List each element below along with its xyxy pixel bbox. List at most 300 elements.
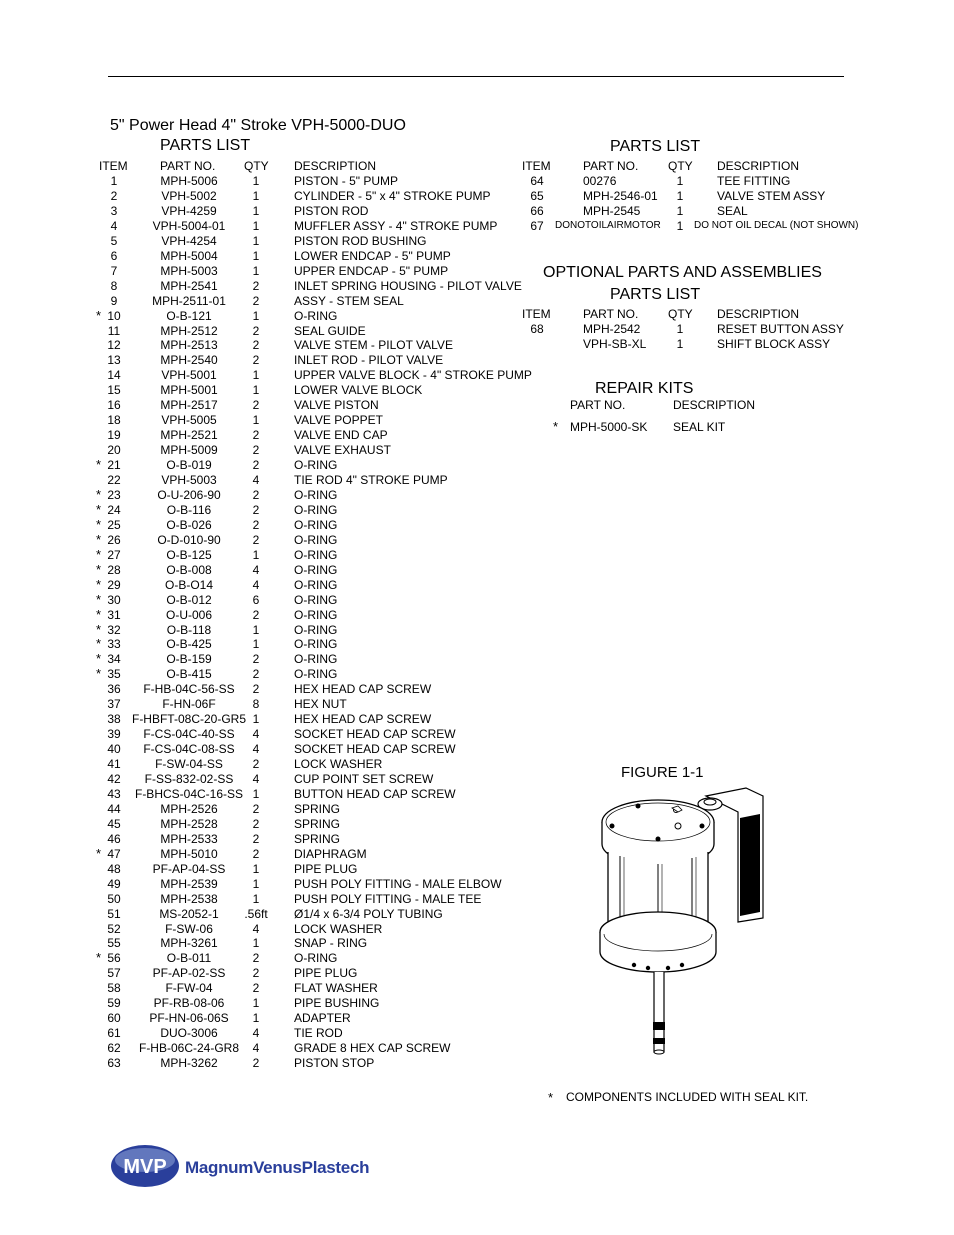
left-row-qty: 4 [252,473,260,487]
left-row-qty: 4 [252,727,260,742]
left-row-part: O-U-006 [165,607,213,622]
left-row-description: SPRING [294,831,341,846]
left-row-star: * [96,531,102,547]
left-row-qty: 1 [252,876,260,891]
left-row-description: SEAL GUIDE [294,323,366,338]
left-row-description: PISTON ROD [294,203,369,218]
left-row-item: 3 [110,203,118,218]
left-row-description: O-RING [294,667,338,682]
left-row-description: O-RING [294,607,338,622]
left-row-description: O-RING [294,622,338,637]
optional-row-description: SHIFT BLOCK ASSY [717,337,831,351]
left-row-star: * [96,606,102,622]
left-row-description: PIPE PLUG [294,966,358,981]
left-row-description: LOCK WASHER [294,757,383,772]
optional-parts-list-heading: PARTS LIST [610,286,701,303]
left-row-qty: 1 [252,861,260,876]
repair-star: * [553,419,559,434]
left-row-qty: 2 [252,831,260,846]
right-row-qty: 1 [676,174,684,188]
left-row-part: MPH-2513 [160,338,218,353]
left-row-qty: 1 [252,383,260,398]
left-row-qty: 2 [252,757,260,772]
left-row-item: 35 [107,667,121,682]
left-row-part: F-HN-06F [162,697,216,712]
left-row-qty: 2 [252,801,260,816]
left-row-qty: 1 [252,188,260,203]
left-row-description: O-RING [294,562,338,577]
left-row-qty: 4 [252,921,260,936]
left-row-description: LOWER ENDCAP - 5" PUMP [294,248,451,263]
left-row-description: O-RING [294,652,338,667]
right-row-item: 66 [530,204,544,218]
left-row-item: 46 [107,831,121,846]
right-row-description: TEE FITTING [717,174,791,188]
left-row-description: PIPE BUSHING [294,996,380,1011]
left-row-part: MPH-2540 [160,353,218,368]
left-row-description: CYLINDER - 5" x 4" STROKE PUMP [294,188,491,203]
left-row-item: 41 [107,757,121,772]
left-row-part: O-B-O14 [164,577,214,592]
left-row-description: BUTTON HEAD CAP SCREW [294,786,456,801]
right-row-item: 64 [530,174,544,188]
left-row-star: * [96,546,102,562]
left-row-qty: 2 [252,966,260,981]
left-row-qty: 2 [252,667,260,682]
left-row-star: * [96,666,102,682]
left-row-part: VPH-5001 [161,368,217,383]
left-row-star: * [96,501,102,517]
left-row-item: 50 [107,891,121,906]
left-row-part: PF-HN-06-06S [149,1011,229,1026]
left-row-part: MPH-5001 [160,383,218,398]
right-row-description: DO NOT OIL DECAL (NOT SHOWN) [694,220,859,231]
left-row-item: 7 [110,263,118,278]
left-row-qty: 4 [252,1026,260,1041]
left-row-part: F-HBFT-08C-20-GR5 [131,712,247,727]
left-row-description: VALVE STEM - PILOT VALVE [294,338,453,353]
left-row-qty: 1 [252,1011,260,1026]
left-row-qty: 2 [252,682,260,697]
left-row-item: 36 [107,682,121,697]
left-row-item: 9 [110,293,118,308]
left-row-description: O-RING [294,502,338,517]
left-row-description: O-RING [294,308,338,323]
left-row-description: O-RING [294,547,338,562]
left-row-part: F-HB-06C-24-GR8 [138,1041,240,1056]
left-row-qty: 1 [252,263,260,278]
left-row-qty: 2 [252,1056,260,1071]
left-row-qty: 1 [252,786,260,801]
left-row-description: VALVE PISTON [294,398,379,413]
left-row-description: ADAPTER [294,1011,351,1026]
left-row-part: MPH-5004 [160,248,218,263]
left-row-part: F-CS-04C-40-SS [143,727,235,742]
repair-col-part: PART NO. [570,398,626,412]
left-row-qty: 1 [252,308,260,323]
left-row-qty: 1 [252,248,260,263]
left-row-item: 6 [110,248,118,263]
right-row-part: MPH-2545 [583,204,641,218]
optional-row-part: VPH-SB-XL [583,337,647,351]
left-row-part: O-B-116 [166,502,212,517]
left-row-item: 14 [107,368,121,383]
left-row-part: MPH-2538 [160,891,218,906]
left-row-item: 61 [107,1026,121,1041]
left-row-item: 4 [110,218,118,233]
right-row-part: MPH-2546-01 [583,189,658,203]
left-row-part: VPH-5003 [161,473,217,487]
left-row-qty: 4 [252,742,260,757]
left-row-qty: 2 [252,338,260,353]
left-row-qty: 1 [252,891,260,906]
right-col-qty: QTY [668,159,693,173]
left-row-qty: 2 [252,517,260,532]
left-row-qty: 2 [252,443,260,458]
optional-row-qty: 1 [676,337,684,351]
left-col-item: ITEM [99,159,128,173]
left-row-description: HEX HEAD CAP SCREW [294,682,432,697]
left-row-item: 22 [107,473,121,487]
optional-row-description: RESET BUTTON ASSY [717,322,844,336]
left-row-description: O-RING [294,592,338,607]
left-row-qty: 2 [252,607,260,622]
left-row-description: SPRING [294,801,341,816]
left-row-item: 19 [107,428,121,443]
left-row-part: F-SS-832-02-SS [144,772,234,786]
right-col-item: ITEM [522,159,551,173]
left-row-part: MPH-2539 [160,876,218,891]
note-star: * [548,1090,554,1105]
left-row-description: O-RING [294,951,338,966]
left-row-star: * [96,651,102,667]
left-row-qty: 2 [252,951,260,966]
right-row-qty: 1 [676,219,684,233]
left-row-description: UPPER VALVE BLOCK - 4" STROKE PUMP [294,368,532,383]
left-row-part: MPH-2521 [160,428,218,443]
right-row-item: 65 [530,189,544,203]
left-row-description: LOCK WASHER [294,921,383,936]
left-row-description: TIE ROD [294,1026,343,1041]
right-row-item: 67 [530,219,544,233]
left-row-item: 33 [107,637,121,652]
left-row-description: SNAP - RING [294,936,368,951]
left-row-description: HEX HEAD CAP SCREW [294,712,432,727]
left-row-item: 55 [107,936,121,951]
left-row-qty: 2 [252,846,260,861]
left-row-item: 37 [107,697,121,712]
left-col-description: DESCRIPTION [294,159,377,173]
left-row-part: MPH-3262 [160,1056,218,1071]
left-row-part: O-B-159 [166,652,212,667]
left-row-item: 23 [107,487,121,502]
left-row-item: 5 [110,233,118,248]
left-row-item: 1 [110,174,118,188]
logo-badge-text: MVP [123,1156,167,1178]
left-row-qty: 2 [252,532,260,547]
left-row-part: O-D-010-90 [157,532,221,547]
left-row-qty: 1 [252,622,260,637]
left-row-item: 47 [107,846,121,861]
left-row-part: O-B-121 [166,308,212,323]
left-row-part: PF-AP-02-SS [152,966,226,981]
left-row-part: DUO-3006 [160,1026,218,1041]
left-row-description: PIPE PLUG [294,861,358,876]
right-parts-list-heading: PARTS LIST [610,138,701,155]
left-row-description: LOWER VALVE BLOCK [294,383,423,398]
left-row-qty: 6 [252,592,260,607]
left-row-part: MPH-2528 [160,816,218,831]
left-row-part: VPH-5005 [161,413,217,428]
left-row-description: ASSY - STEM SEAL [294,293,404,308]
left-row-description: O-RING [294,637,338,652]
left-row-qty: 2 [252,353,260,368]
left-row-item: 28 [107,562,121,577]
left-row-star: * [96,576,102,592]
left-row-part: PF-RB-08-06 [153,996,225,1011]
left-col-qty: QTY [244,159,269,173]
repair-part: MPH-5000-SK [570,420,648,434]
left-row-description: O-RING [294,517,338,532]
left-row-description: VALVE EXHAUST [294,443,391,458]
left-row-star: * [96,845,102,861]
left-row-description: TIE ROD 4" STROKE PUMP [294,473,448,487]
left-row-description: GRADE 8 HEX CAP SCREW [294,1041,451,1056]
left-row-description: O-RING [294,532,338,547]
repair-desc: SEAL KIT [673,420,726,434]
left-row-part: O-B-019 [166,458,212,473]
left-row-qty: 2 [252,981,260,996]
left-row-star: * [96,307,102,323]
left-row-qty: 1 [252,413,260,428]
left-row-description: VALVE END CAP [294,428,388,443]
right-row-description: SEAL [717,204,748,218]
left-row-qty: 4 [252,577,260,592]
left-row-item: 57 [107,966,121,981]
optional-row-part: MPH-2542 [583,322,641,336]
left-row-part: O-B-425 [166,637,212,652]
left-row-part: F-HB-04C-56-SS [143,682,235,697]
left-row-qty: 4 [252,1041,260,1056]
left-row-item: 15 [107,383,121,398]
left-row-part: O-B-125 [166,547,212,562]
left-row-description: O-RING [294,487,338,502]
left-row-part: MPH-2517 [160,398,218,413]
left-row-part: F-SW-04-SS [155,757,223,772]
left-row-part: MPH-2533 [160,831,218,846]
left-row-part: MPH-3261 [160,936,218,951]
repair-kits-heading: REPAIR KITS [595,380,694,397]
left-row-description: UPPER ENDCAP - 5" PUMP [294,263,449,278]
left-row-qty: 1 [252,368,260,383]
left-row-description: O-RING [294,458,338,473]
left-row-qty: 2 [252,487,260,502]
left-row-description: PISTON ROD BUSHING [294,233,427,248]
optional-parts-title: OPTIONAL PARTS AND ASSEMBLIES [543,264,822,281]
left-row-item: 58 [107,981,121,996]
left-row-part: O-B-012 [166,592,212,607]
document-title: 5" Power Head 4" Stroke VPH-5000-DUO [110,117,406,134]
left-row-part: MPH-5003 [160,263,218,278]
left-row-part: MPH-5010 [160,846,218,861]
left-row-item: 63 [107,1056,121,1071]
left-row-part: VPH-4254 [161,233,217,248]
left-row-qty: .56ft [244,906,268,921]
mvp-logo [105,1140,395,1192]
optional-col-description: DESCRIPTION [717,307,800,321]
left-row-part: O-B-011 [166,951,212,966]
left-row-qty: 1 [252,174,260,188]
left-row-qty: 4 [252,562,260,577]
left-row-part: O-B-026 [166,517,212,532]
left-row-star: * [96,457,102,473]
left-row-item: 32 [107,622,121,637]
seal-kit-note: COMPONENTS INCLUDED WITH SEAL KIT. [566,1090,809,1104]
left-row-item: 25 [107,517,121,532]
left-row-qty: 1 [252,936,260,951]
left-row-star: * [96,591,102,607]
left-row-qty: 2 [252,652,260,667]
left-row-item: 49 [107,876,121,891]
optional-col-item: ITEM [522,307,551,321]
left-row-item: 2 [110,188,118,203]
left-row-item: 45 [107,816,121,831]
power-head-figure [598,782,776,1064]
left-row-part: F-BHCS-04C-16-SS [134,786,244,801]
left-row-part: VPH-4259 [161,203,217,218]
left-row-item: 11 [107,323,121,338]
left-row-part: MPH-5009 [160,443,218,458]
left-row-qty: 8 [252,697,260,712]
right-row-qty: 1 [676,204,684,218]
right-row-part: 00276 [583,174,617,188]
left-row-part: MPH-2526 [160,801,218,816]
left-row-star: * [96,950,102,966]
left-row-qty: 2 [252,323,260,338]
left-row-star: * [96,486,102,502]
left-row-part: MPH-2541 [160,278,218,293]
left-row-description: CUP POINT SET SCREW [294,772,434,786]
left-row-item: 13 [107,353,121,368]
logo-company-name: MagnumVenusPlastech [185,1158,370,1177]
optional-col-part: PART NO. [583,307,639,321]
left-row-item: 31 [107,607,121,622]
header-rule [108,76,844,77]
left-row-part: F-SW-06 [165,921,213,936]
optional-row-qty: 1 [676,322,684,336]
right-row-part: DONOTOILAIRMOTOR [555,220,661,231]
left-row-description: PISTON STOP [294,1056,375,1071]
left-row-part: F-FW-04 [165,981,213,996]
left-row-part: VPH-5004-01 [152,218,226,233]
left-row-item: 21 [107,458,121,473]
left-row-qty: 2 [252,293,260,308]
left-row-qty: 2 [252,458,260,473]
left-row-item: 10 [107,308,121,323]
left-row-item: 18 [107,413,121,428]
left-row-item: 24 [107,502,121,517]
left-row-item: 60 [107,1011,121,1026]
left-row-description: PISTON - 5" PUMP [294,174,399,188]
left-row-item: 30 [107,592,121,607]
left-row-description: SPRING [294,816,341,831]
left-row-description: MUFFLER ASSY - 4" STROKE PUMP [294,218,498,233]
left-row-star: * [96,636,102,652]
right-row-description: VALVE STEM ASSY [717,189,826,203]
left-row-description: PUSH POLY FITTING - MALE TEE [294,891,482,906]
left-row-qty: 1 [252,637,260,652]
left-row-description: INLET SPRING HOUSING - PILOT VALVE [294,278,522,293]
left-row-qty: 1 [252,203,260,218]
left-row-description: PUSH POLY FITTING - MALE ELBOW [294,876,502,891]
left-row-description: FLAT WASHER [294,981,378,996]
left-row-qty: 2 [252,816,260,831]
optional-row-item: 68 [530,322,544,336]
left-row-part: PF-AP-04-SS [152,861,226,876]
left-row-qty: 4 [252,772,260,786]
left-row-part: MS-2052-1 [159,906,219,921]
left-row-description: SOCKET HEAD CAP SCREW [294,727,456,742]
left-row-item: 59 [107,996,121,1011]
left-row-item: 51 [107,906,121,921]
left-row-item: 12 [107,338,121,353]
figure-title: FIGURE 1-1 [621,764,704,781]
left-row-item: 43 [107,786,121,801]
left-row-description: SOCKET HEAD CAP SCREW [294,742,456,757]
left-row-qty: 1 [252,547,260,562]
left-row-description: VALVE POPPET [294,413,383,428]
left-row-item: 52 [107,921,121,936]
left-row-item: 48 [107,861,121,876]
repair-col-description: DESCRIPTION [673,398,756,412]
left-row-part: MPH-2512 [160,323,218,338]
left-row-description: O-RING [294,577,338,592]
left-row-item: 39 [107,727,121,742]
left-row-part: O-B-008 [166,562,212,577]
left-row-qty: 2 [252,278,260,293]
left-row-qty: 2 [252,428,260,443]
left-row-item: 38 [107,712,121,727]
left-row-part: MPH-5006 [160,174,218,188]
left-row-star: * [96,516,102,532]
optional-col-qty: QTY [668,307,693,321]
left-row-qty: 1 [252,712,260,727]
left-row-qty: 2 [252,502,260,517]
left-row-description: DIAPHRAGM [294,846,367,861]
left-row-item: 8 [110,278,118,293]
left-row-item: 29 [107,577,121,592]
left-row-item: 62 [107,1041,121,1056]
left-row-item: 16 [107,398,121,413]
left-row-item: 40 [107,742,121,757]
left-row-part: O-B-415 [166,667,212,682]
left-row-part: VPH-5002 [161,188,217,203]
left-row-item: 27 [107,547,121,562]
right-col-description: DESCRIPTION [717,159,800,173]
left-row-part: MPH-2511-01 [152,293,226,308]
left-row-item: 26 [107,532,121,547]
left-row-item: 42 [107,772,121,786]
left-row-qty: 1 [252,218,260,233]
left-col-part: PART NO. [160,159,216,173]
left-row-description: INLET ROD - PILOT VALVE [294,353,444,368]
right-col-part: PART NO. [583,159,639,173]
right-row-qty: 1 [676,189,684,203]
left-row-description: HEX NUT [294,697,347,712]
left-row-qty: 2 [252,398,260,413]
left-row-item: 20 [107,443,121,458]
left-row-item: 44 [107,801,121,816]
